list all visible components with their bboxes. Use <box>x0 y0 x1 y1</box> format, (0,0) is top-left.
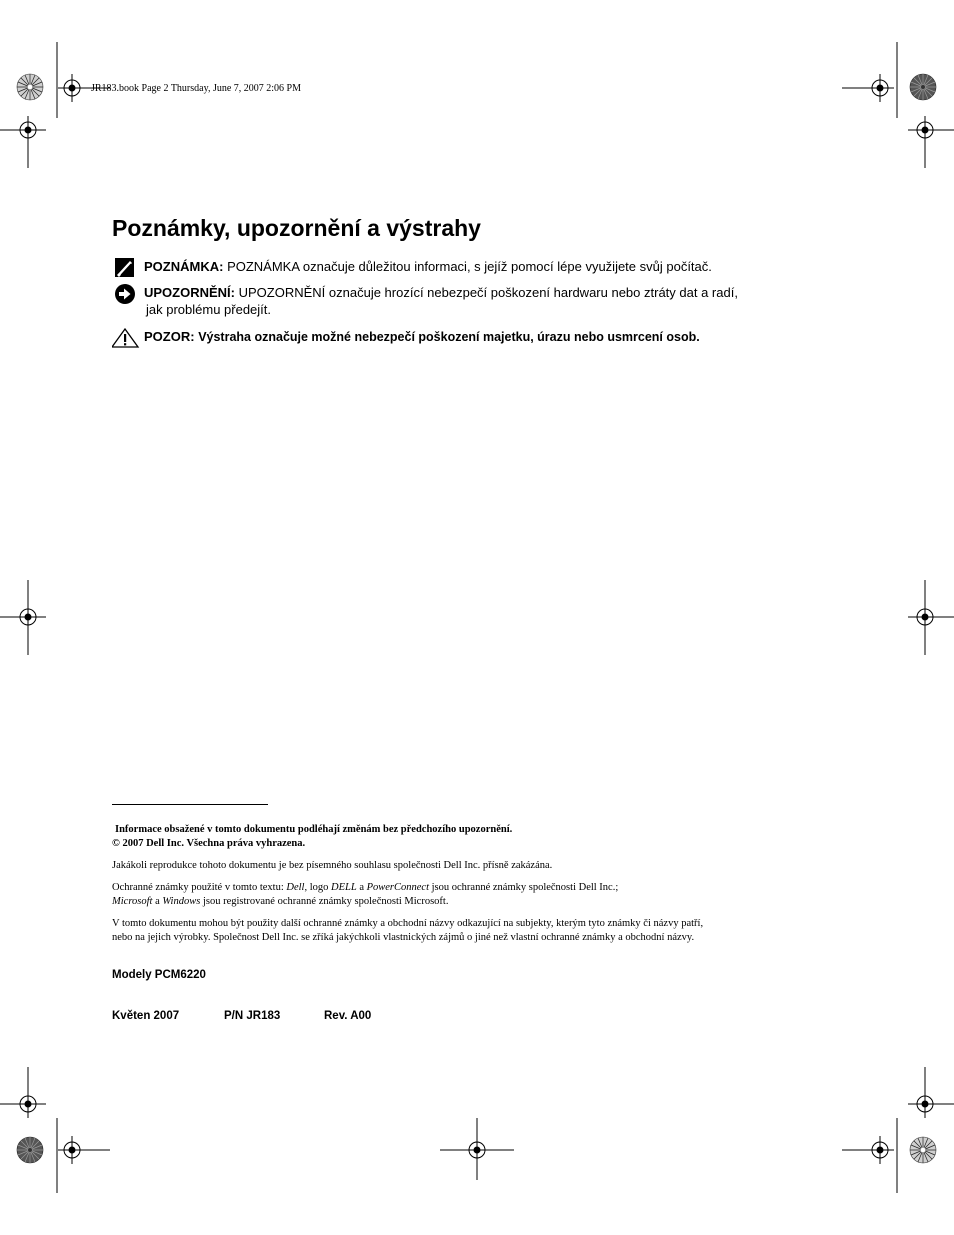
reproduction-notice: Jakákoli reprodukce tohoto dokumentu je bez písemného souhlasu společnosti Dell Inc. přísně zakázána. <box>112 860 553 871</box>
trademark-powerconnect: PowerConnect <box>366 882 430 893</box>
trademarks-line1: Ochranné známky použité v tomto textu: Dell, logo DELL a PowerConnect jsou ochranné známky společnosti Dell Inc.; <box>112 882 619 893</box>
trademark-windows: Windows <box>162 896 201 907</box>
change-notice: Informace obsažené v tomto dokumentu podléhají změnám bez předchozího upozornění. <box>115 824 513 835</box>
publication-date: Květen 2007 <box>112 1010 180 1022</box>
notice-text-line1: UPOZORNĚNÍ označuje hrozící nebezpečí poškození hardwaru nebo ztráty dat a radí, <box>238 285 738 300</box>
other-trademarks-line2: nebo na jejich výrobky. Společnost Dell Inc. se zříká jakýchkoli vlastnických zájmů o jiné než vlastní ochranné známky a obchodní názvy. <box>112 932 695 943</box>
model-number: Modely PCM6220 <box>112 969 206 981</box>
trademarks-line2: Microsoft a Windows jsou registrované ochranné známky společnosti Microsoft. <box>112 896 449 907</box>
page-title: Poznámky, upozornění a výstrahy <box>112 215 481 241</box>
revision: Rev. A00 <box>324 1010 372 1022</box>
trademark-microsoft: Microsoft <box>112 896 153 907</box>
pencil-note-icon <box>112 258 134 282</box>
footnote-divider <box>112 804 268 805</box>
note-label: POZNÁMKA: <box>144 259 224 274</box>
other-trademarks-line1: V tomto dokumentu mohou být použity další ochranné známky a obchodní názvy odkazující na subjekty, kterým tyto známky či názvy patří, <box>112 918 704 929</box>
caution-text: Výstraha označuje možné nebezpečí poškození majetku, úrazu nebo usmrcení osob. <box>198 330 700 344</box>
print-header: JR183.book Page 2 Thursday, June 7, 2007 2:06 PM <box>91 83 301 94</box>
part-number: P/N JR183 <box>224 1010 281 1022</box>
trademark-dell-logo: DELL <box>331 882 357 893</box>
warning-triangle-icon <box>112 328 140 352</box>
arrow-circle-icon <box>112 284 136 310</box>
notice-text-line2: jak problému předejít. <box>146 302 272 317</box>
trademark-dell: Dell <box>286 882 305 893</box>
note-text: POZNÁMKA označuje důležitou informaci, s jejíž pomocí lépe využijete svůj počítač. <box>227 259 712 274</box>
notice-label: UPOZORNĚNÍ: <box>144 285 235 300</box>
caution-label: POZOR: <box>144 329 195 344</box>
copyright: © 2007 Dell Inc. Všechna práva vyhrazena. <box>112 838 306 849</box>
